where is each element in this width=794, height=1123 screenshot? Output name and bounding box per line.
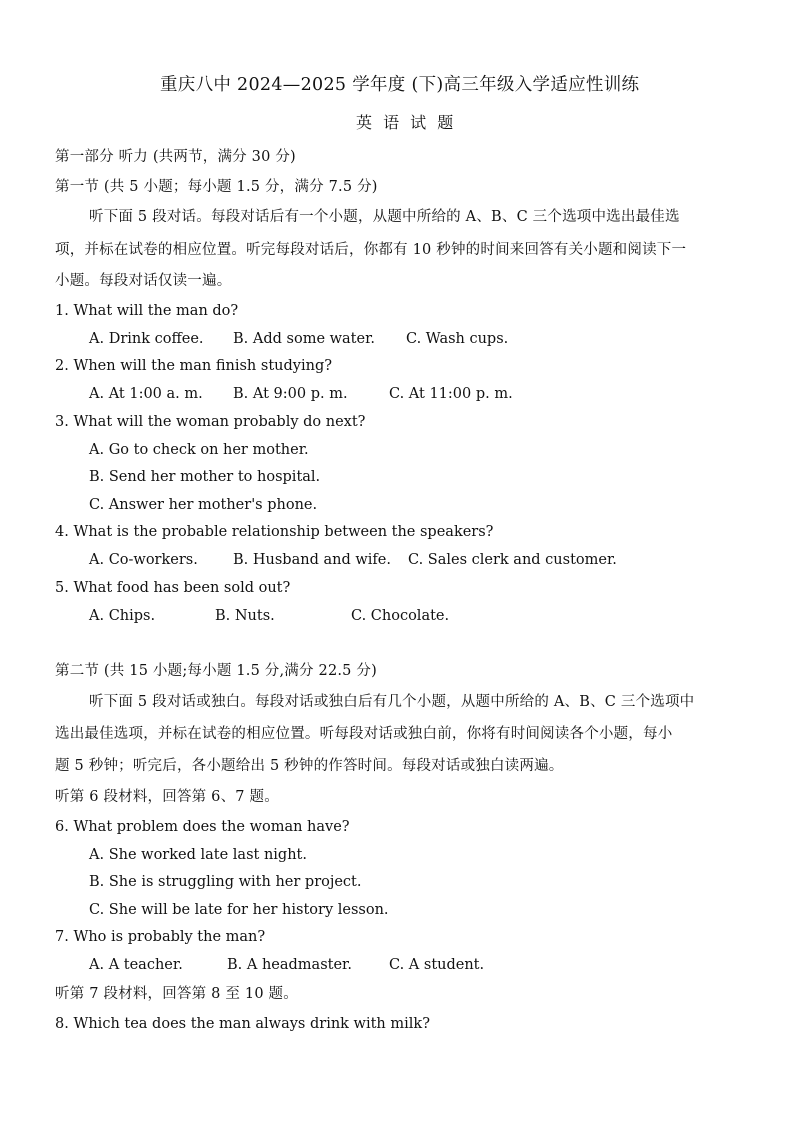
answer-option: C. Chocolate. [351,608,450,624]
answer-option: C. Sales clerk and customer. [408,552,617,568]
question-stem: 6. What problem does the woman have? [55,819,350,835]
answer-option: A. At 1:00 a. m. [89,386,203,402]
exam-subject: 英 语 试 题 [356,113,457,132]
answer-option: B. She is struggling with her project. [89,874,362,890]
answer-option: C. At 11:00 p. m. [389,386,513,402]
question-stem: 1. What will the man do? [55,303,239,319]
section1-heading: 第一节 (共 5 小题；每小题 1.5 分，满分 7.5 分) [55,179,378,195]
answer-option: B. A headmaster. [227,957,352,973]
question-stem: 5. What food has been sold out? [55,580,291,596]
material-note: 听第 7 段材料，回答第 8 至 10 题。 [55,986,298,1002]
question-stem: 3. What will the woman probably do next? [55,414,366,430]
section1-instruction-line: 小题。每段对话仅读一遍。 [55,273,232,289]
answer-option: B. Husband and wife. [233,552,391,568]
answer-option: C. Wash cups. [406,331,509,347]
exam-title: 重庆八中 2024—2025 学年度 (下)高三年级入学适应性训练 [160,75,640,95]
section2-heading: 第二节 (共 15 小题;每小题 1.5 分,满分 22.5 分) [55,663,377,679]
section2-instruction-line: 选出最佳选项，并标在试卷的相应位置。听每段对话或独白前，你将有时间阅读各个小题，每小 [55,726,673,742]
answer-option: A. She worked late last night. [89,847,307,863]
answer-option: B. Nuts. [215,608,275,624]
question-stem: 7. Who is probably the man? [55,929,266,945]
answer-option: C. Answer her mother's phone. [89,497,318,513]
material-note: 听第 6 段材料，回答第 6、7 题。 [55,789,279,805]
answer-option: A. Go to check on her mother. [89,442,309,458]
question-stem: 4. What is the probable relationship between the speakers? [55,524,494,540]
answer-option: C. She will be late for her history lesson. [89,902,389,918]
answer-option: B. Add some water. [233,331,376,347]
answer-option: C. A student. [389,957,485,973]
part1-heading: 第一部分 听力 (共两节，满分 30 分) [55,149,296,165]
question-stem: 2. When will the man finish studying? [55,358,332,374]
answer-option: A. Chips. [89,608,156,624]
section2-instruction-line: 题 5 秒钟；听完后，各小题给出 5 秒钟的作答时间。每段对话或独白读两遍。 [55,758,564,774]
answer-option: A. Drink coffee. [89,331,204,347]
section2-instruction-line: 听下面 5 段对话或独白。每段对话或独白后有几个小题，从题中所给的 A、B、C 三个选项中 [89,694,695,710]
answer-option: A. Co-workers. [89,552,198,568]
section1-instruction-line: 听下面 5 段对话。每段对话后有一个小题，从题中所给的 A、B、C 三个选项中选出最佳选 [89,209,680,225]
answer-option: B. At 9:00 p. m. [233,386,348,402]
section1-instruction-line: 项，并标在试卷的相应位置。听完每段对话后，你都有 10 秒钟的时间来回答有关小题和阅读下一 [55,242,687,258]
question-stem: 8. Which tea does the man always drink with milk? [55,1016,430,1032]
answer-option: A. A teacher. [89,957,183,973]
answer-option: B. Send her mother to hospital. [89,469,321,485]
